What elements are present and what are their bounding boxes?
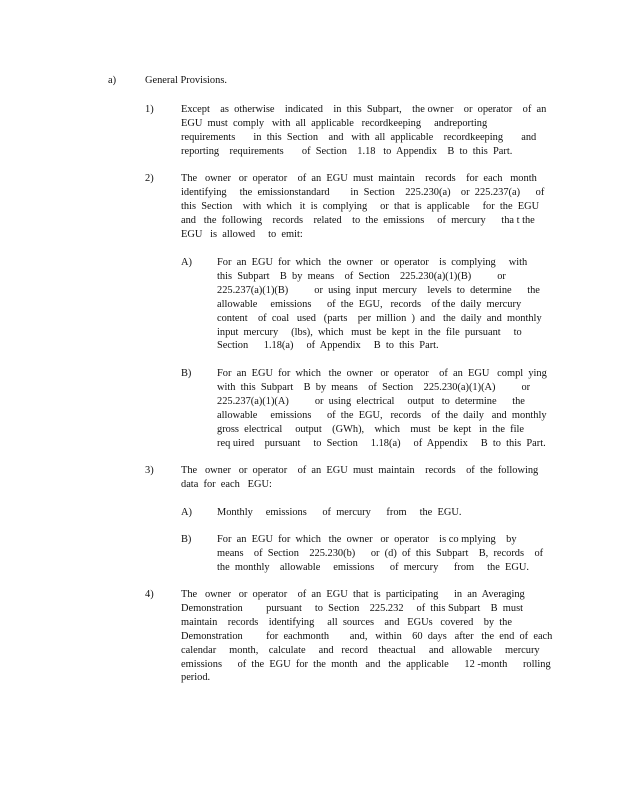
subitem-label: B) bbox=[181, 534, 192, 545]
text-line: and the following records related to the emissions of mercury tha t the bbox=[181, 214, 535, 226]
text-line: 225.237(a)(1)(B) or using input mercury levels to determine the bbox=[217, 284, 540, 296]
subitem-label: B) bbox=[181, 368, 192, 379]
item-paragraph bbox=[181, 172, 545, 242]
section-title: General Provisions. bbox=[145, 75, 227, 86]
subitem-paragraph bbox=[217, 367, 547, 450]
text-line: requirements in this Section and with all applicable recordkeeping and bbox=[181, 131, 537, 143]
item-label: 2) bbox=[145, 173, 154, 184]
text-line: identifying the emissionstandard in Section 225.230(a) or 225.237(a) of bbox=[181, 186, 545, 198]
text-line: with this Subpart B by means of Section 225.230(a)(1)(A) or bbox=[217, 381, 531, 393]
item-label: 4) bbox=[145, 589, 154, 600]
text-line: calendar month, calculate and record theactual and allowable mercury bbox=[181, 644, 540, 656]
item-paragraph bbox=[181, 464, 537, 492]
text-line: EGU is allowed to emit: bbox=[181, 228, 303, 240]
text-line: Except as otherwise indicated in this Subpart, the owner or operator of an bbox=[181, 104, 547, 115]
text-line: req uired pursuant to Section 1.18(a) of Appendix B to this Part. bbox=[217, 437, 546, 449]
item-label: 1) bbox=[145, 104, 154, 115]
text-line: reporting requirements of Section 1.18 to Appendix B to this Part. bbox=[181, 145, 513, 157]
text-line: For an EGU for which the owner or operator is complying with bbox=[217, 257, 528, 268]
subitem-label: A) bbox=[181, 257, 192, 268]
text-line: Demonstration for eachmonth and, within 60 days after the end of each bbox=[181, 630, 553, 642]
text-line: period. bbox=[181, 672, 211, 684]
text-line: Section 1.18(a) of Appendix B to this Part. bbox=[217, 340, 439, 352]
text-line: allowable emissions of the EGU, records of the daily mercury bbox=[217, 298, 522, 310]
item-paragraph bbox=[181, 103, 547, 159]
text-line: input mercury (lbs), which must be kept in the file pursuant to bbox=[217, 326, 522, 338]
item-paragraph bbox=[181, 588, 553, 685]
item-label: 3) bbox=[145, 465, 154, 476]
text-line: this Subpart B by means of Section 225.230(a)(1)(B) or bbox=[217, 270, 506, 282]
text-line: EGU must comply with all applicable recordkeeping andreporting bbox=[181, 117, 488, 129]
subitem-paragraph bbox=[217, 533, 544, 575]
text-line: For an EGU for which the owner or operator of an EGU compl ying bbox=[217, 368, 547, 379]
text-line: Monthly emissions of mercury from the EGU. bbox=[217, 507, 462, 518]
text-line: gross electrical output (GWh), which must be kept in the file bbox=[217, 423, 525, 435]
subitem-paragraph bbox=[217, 256, 542, 353]
text-line: allowable emissions of the EGU, records of the daily and monthly bbox=[217, 409, 547, 421]
text-line: data for each EGU: bbox=[181, 478, 272, 490]
text-line: Demonstration pursuant to Section 225.232 of this Subpart B must bbox=[181, 602, 524, 614]
subitem-paragraph bbox=[217, 506, 539, 520]
text-line: The owner or operator of an EGU must maintain records of the following bbox=[181, 465, 539, 476]
text-line: The owner or operator of an EGU that is participating in an Averaging bbox=[181, 589, 525, 600]
text-line: means of Section 225.230(b) or (d) of this Subpart B, records of bbox=[217, 547, 544, 559]
section-label: a) bbox=[108, 75, 117, 86]
text-line: content of coal used (parts per million ) and the daily and monthly bbox=[217, 312, 542, 324]
text-line: For an EGU for which the owner or operator is co mplying by bbox=[217, 534, 517, 545]
text-line: The owner or operator of an EGU must maintain records for each month bbox=[181, 173, 537, 184]
text-line: emissions of the EGU for the month and the applicable 12 -month rolling bbox=[181, 658, 551, 670]
text-line: the monthly allowable emissions of mercury from the EGU. bbox=[217, 561, 529, 573]
text-line: this Section with which it is complying or that is applicable for the EGU bbox=[181, 200, 540, 212]
subitem-label: A) bbox=[181, 507, 192, 518]
text-line: maintain records identifying all sources and EGUs covered by the bbox=[181, 616, 512, 628]
text-line: 225.237(a)(1)(A) or using electrical output to determine the bbox=[217, 395, 525, 407]
